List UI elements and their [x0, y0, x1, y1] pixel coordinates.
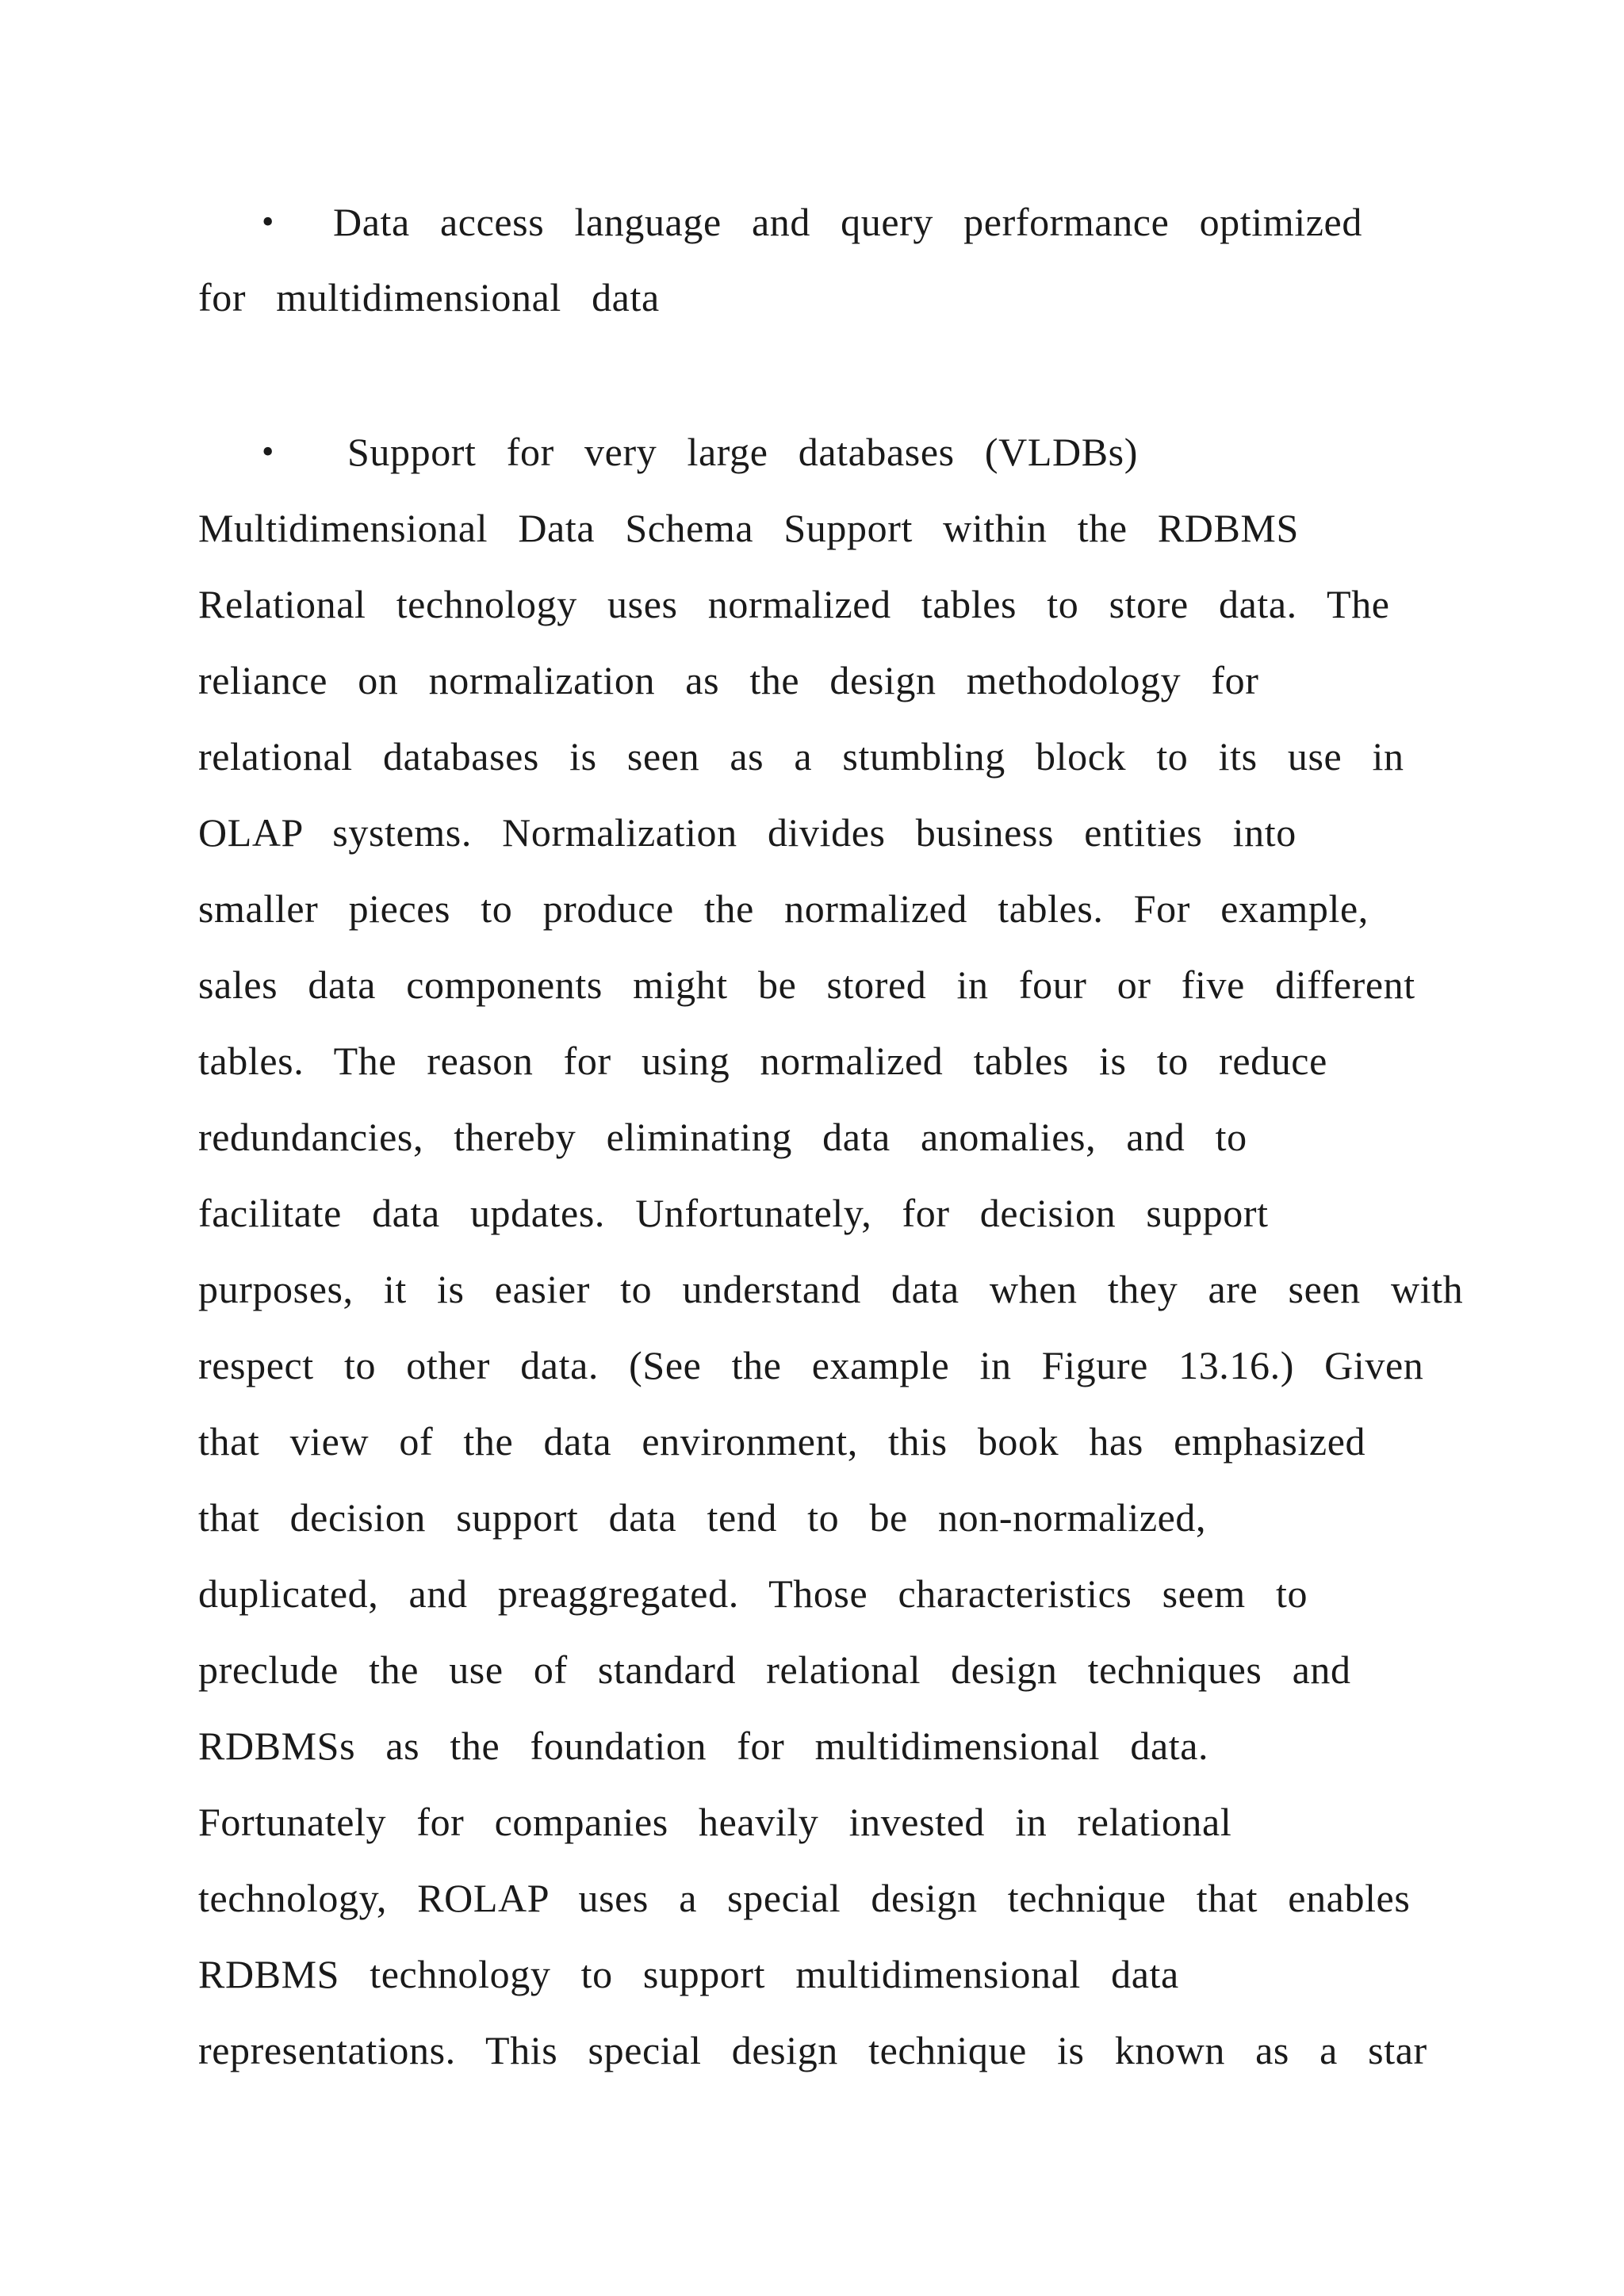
bullet-2-line-1: Support for very large databases (VLDBs)	[347, 430, 1138, 474]
paragraph-line: redundancies, thereby eliminating data anomalies, and to	[198, 1115, 1247, 1159]
paragraph-line: tables. The reason for using normalized tables is to reduce	[198, 1039, 1327, 1083]
paragraph-line: reliance on normalization as the design methodology for	[198, 658, 1259, 702]
paragraph-line: that decision support data tend to be non-normalized,	[198, 1495, 1207, 1540]
paragraph-line: OLAP systems. Normalization divides business entities into	[198, 810, 1297, 855]
paragraph-line: Multidimensional Data Schema Support within the RDBMS	[198, 506, 1299, 550]
paragraph-line: representations. This special design technique is known as a star	[198, 2028, 1427, 2072]
bullet-symbol-2: •	[262, 432, 274, 471]
paragraph-line: RDBMS technology to support multidimensional data	[198, 1952, 1179, 1996]
bullet-1-line-2: for multidimensional data	[198, 275, 660, 320]
paragraph-line: technology, ROLAP uses a special design technique that enables	[198, 1876, 1411, 1920]
paragraph-line: purposes, it is easier to understand data when they are seen with	[198, 1267, 1464, 1311]
paragraph-line: RDBMSs as the foundation for multidimensional data.	[198, 1724, 1209, 1768]
paragraph-line: duplicated, and preaggregated. Those characteristics seem to	[198, 1571, 1308, 1616]
paragraph-line: facilitate data updates. Unfortunately, for decision support	[198, 1191, 1269, 1235]
paragraph-line: Relational technology uses normalized tables to store data. The	[198, 582, 1390, 626]
paragraph-line: that view of the data environment, this book has emphasized	[198, 1419, 1366, 1464]
paragraph-line: respect to other data. (See the example in Figure 13.16.) Given	[198, 1343, 1424, 1387]
paragraph-line: Fortunately for companies heavily invested in relational	[198, 1800, 1232, 1844]
bullet-1-line-1: Data access language and query performance optimized	[333, 200, 1362, 244]
paragraph-line: relational databases is seen as a stumbling block to its use in	[198, 734, 1404, 779]
bullet-symbol-1: •	[262, 202, 274, 241]
paragraph-line: smaller pieces to produce the normalized tables. For example,	[198, 886, 1369, 931]
paragraph-line: sales data components might be stored in four or five different	[198, 962, 1415, 1007]
paragraph-line: preclude the use of standard relational design techniques and	[198, 1647, 1351, 1692]
